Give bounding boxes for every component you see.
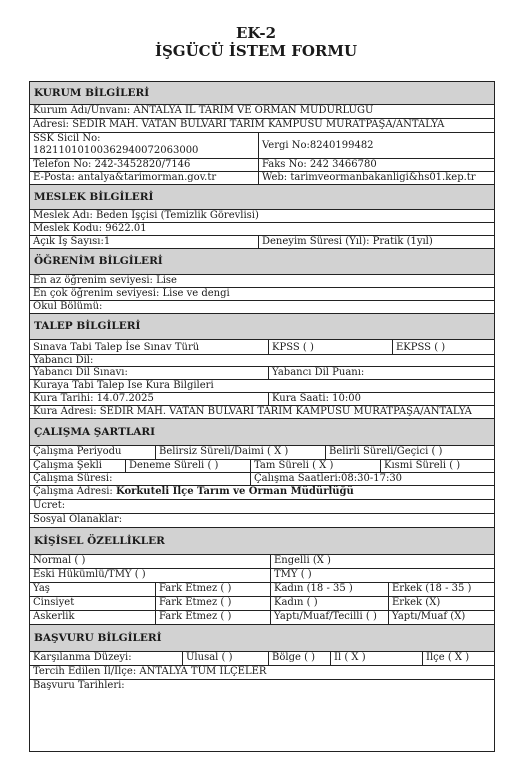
section-basvuru: BAŞVURU BİLGİLERİ <box>30 625 494 652</box>
cinsiyet: Cinsiyet <box>33 597 75 608</box>
ucret-row <box>30 500 494 514</box>
tmy: TMY ( ) <box>270 569 496 582</box>
en-az-ogrenim: En az öğrenim seviyesi: Lise <box>33 275 177 286</box>
yas-fark-etmez: Fark Etmez ( ) <box>155 583 270 596</box>
form-title: İŞGÜCÜ İSTEM FORMU <box>154 42 358 60</box>
kura-bilgi: Kuraya Tabi Talep İse Kura Bilgileri <box>33 380 214 391</box>
yabanci-sinav-row <box>30 367 494 380</box>
form-table <box>29 81 495 752</box>
section-talep: TALEP BİLGİLERİ <box>30 314 494 340</box>
acik-is: Açık İş Sayısı:1 <box>33 236 111 247</box>
calisma-saatleri: Çalışma Saatleri:08:30-17:30 <box>250 473 496 485</box>
kurum-adres: Adresi: SEDİR MAH. VATAN BULVARI TARIM KAMPÜSÜ MURATPAŞA/ANTALYA <box>33 119 445 130</box>
yabanci-sinav: Yabancı Dil Sınavı: <box>33 367 128 378</box>
yabanci-dil-row <box>30 355 494 367</box>
yabanci-dil: Yabancı Dil: <box>33 355 94 366</box>
calisma-adres-value: Korkuteli İlçe Tarım ve Orman Müdürlüğü <box>115 486 354 497</box>
en-cok-row <box>30 288 494 301</box>
kpss: KPSS ( ) <box>268 340 392 354</box>
faks: Faks No: 242 3466780 <box>258 159 496 171</box>
ucret: Ücret: <box>33 500 66 511</box>
calisma-adres-row <box>30 486 494 500</box>
ssk-value: 18211010100362940072063000 <box>33 145 199 156</box>
yapti-muaf-tecilli: Yaptı/Muaf/Tecilli ( ) <box>270 611 388 624</box>
calisma-sekli: Çalışma Şekli <box>33 460 102 471</box>
cinsiyet-fark-etmez: Fark Etmez ( ) <box>155 597 270 610</box>
suresi-row <box>30 473 494 486</box>
engelli: Engelli (X ) <box>270 555 496 568</box>
belirli-sureli: Belirli Süreli/Geçici ( ) <box>325 446 496 459</box>
section-ogrenim: ÖĞRENİM BİLGİLERİ <box>30 249 494 275</box>
sinav-row <box>30 340 494 355</box>
calisma-adres-label: Çalışma Adresi: <box>33 486 116 497</box>
erkek-yas: Erkek (18 - 35 ) <box>388 583 496 596</box>
okul-bolumu: Okul Bölümü: <box>33 301 103 312</box>
deneme-sureli: Deneme Süreli ( ) <box>125 460 250 472</box>
telefon: Telefon No: 242-3452820/7146 <box>33 159 191 170</box>
basvuru-tarihleri: Başvuru Tarihleri: <box>33 680 125 691</box>
kura-tarihi: Kura Tarihi: 14.07.2025 <box>33 393 154 404</box>
karsilanma-duzeyi: Karşılanma Düzeyi: <box>33 652 132 663</box>
periyod-row <box>30 446 494 460</box>
sosyal-olanaklar: Sosyal Olanaklar: <box>33 514 123 525</box>
kura-adres-row <box>30 406 494 419</box>
kismi-sureli: Kısmi Süreli ( ) <box>380 460 496 472</box>
ssk-sicil <box>30 133 258 158</box>
askerlik: Askerlik <box>33 611 75 622</box>
meslek-adi: Meslek Adı: Beden İşçisi (Temizlik Görevlisi) <box>33 210 259 221</box>
ekpss: EKPSS ( ) <box>392 340 496 354</box>
ilce: İlçe ( X ) <box>422 652 496 665</box>
ulusal: Ulusal ( ) <box>182 652 268 665</box>
kurum-adres-row <box>30 119 494 133</box>
tam-sureli: Tam Süreli ( X ) <box>250 460 380 472</box>
meslek-adi-row <box>30 210 494 223</box>
eski-hukumlu: Eski Hükümlü/TMY ( ) <box>33 569 146 580</box>
okul-row <box>30 301 494 314</box>
section-kisisel: KİŞİSEL ÖZELLİKLER <box>30 528 494 555</box>
kurum-adi-row <box>30 105 494 119</box>
eposta: E-Posta: antalya&tarimorman.gov.tr <box>33 172 217 183</box>
cinsiyet-row <box>30 597 494 611</box>
tercih-row <box>30 666 494 680</box>
askerlik-row <box>30 611 494 625</box>
kura-saati: Kura Saati: 10:00 <box>268 393 496 405</box>
kurum-adi: Kurum Adı/Unvanı: ANTALYA İL TARIM VE ORMAN MÜDÜRLÜĞÜ <box>33 105 374 116</box>
kurum-eposta-row <box>30 172 494 185</box>
yapti-muaf: Yaptı/Muaf (X) <box>388 611 496 624</box>
yas-row <box>30 583 494 597</box>
meslek-kodu: Meslek Kodu: 9622.01 <box>33 223 147 234</box>
normal-row <box>30 555 494 569</box>
sinav-turu: Sınava Tabi Talep İse Sınav Türü <box>33 342 200 353</box>
acik-is-row <box>30 236 494 249</box>
karsilanma-row <box>30 652 494 666</box>
section-meslek: MESLEK BİLGİLERİ <box>30 185 494 210</box>
kurum-ssk-row <box>30 133 494 159</box>
meslek-kodu-row <box>30 223 494 236</box>
belirsiz-sureli: Belirsiz Süreli/Daimi ( X ) <box>155 446 325 459</box>
bolge: Bölge ( ) <box>268 652 330 665</box>
kurum-tel-row <box>30 159 494 172</box>
kura-tarih-row <box>30 393 494 406</box>
section-kurum: KURUM BİLGİLERİ <box>30 82 494 105</box>
calisma-adresi <box>30 486 496 499</box>
en-cok-ogrenim: En çok öğrenim seviyesi: Lise ve dengi <box>33 288 230 299</box>
yabanci-puan: Yabancı Dil Puanı: <box>268 367 496 379</box>
sekli-row <box>30 460 494 473</box>
ssk-label: SSK Sicil No: <box>33 133 101 144</box>
calisma-suresi: Çalışma Süresi: <box>33 473 113 484</box>
sosyal-row <box>30 514 494 528</box>
yas: Yaş <box>33 583 50 594</box>
askerlik-fark-etmez: Fark Etmez ( ) <box>155 611 270 624</box>
section-calisma: ÇALIŞMA ŞARTLARI <box>30 419 494 446</box>
ek-label: EK-2 <box>235 24 277 42</box>
kura-adresi: Kura Adresi: SEDİR MAH. VATAN BULVARI TARIM KAMPÜSÜ MURATPAŞA/ANTALYA <box>33 406 472 417</box>
tercih-edilen: Tercih Edilen İl/İlçe: ANTALYA TÜM İLÇELER <box>33 666 267 677</box>
calisma-periyodu: Çalışma Periyodu <box>33 446 122 457</box>
deneyim: Deneyim Süresi (Yıl): Pratik (1yıl) <box>258 236 496 248</box>
kadin-yas: Kadın (18 - 35 ) <box>270 583 388 596</box>
erkek: Erkek (X) <box>388 597 496 610</box>
web: Web: tarimveormanbakanligi&hs01.kep.tr <box>258 172 496 184</box>
vergi-no: Vergi No:8240199482 <box>258 133 496 158</box>
normal: Normal ( ) <box>33 555 86 566</box>
kadin: Kadın ( ) <box>270 597 388 610</box>
eski-row <box>30 569 494 583</box>
en-az-row <box>30 275 494 288</box>
il: İl ( X ) <box>330 652 422 665</box>
kura-bilgi-row <box>30 380 494 393</box>
basvuru-tarih-row <box>30 680 494 694</box>
